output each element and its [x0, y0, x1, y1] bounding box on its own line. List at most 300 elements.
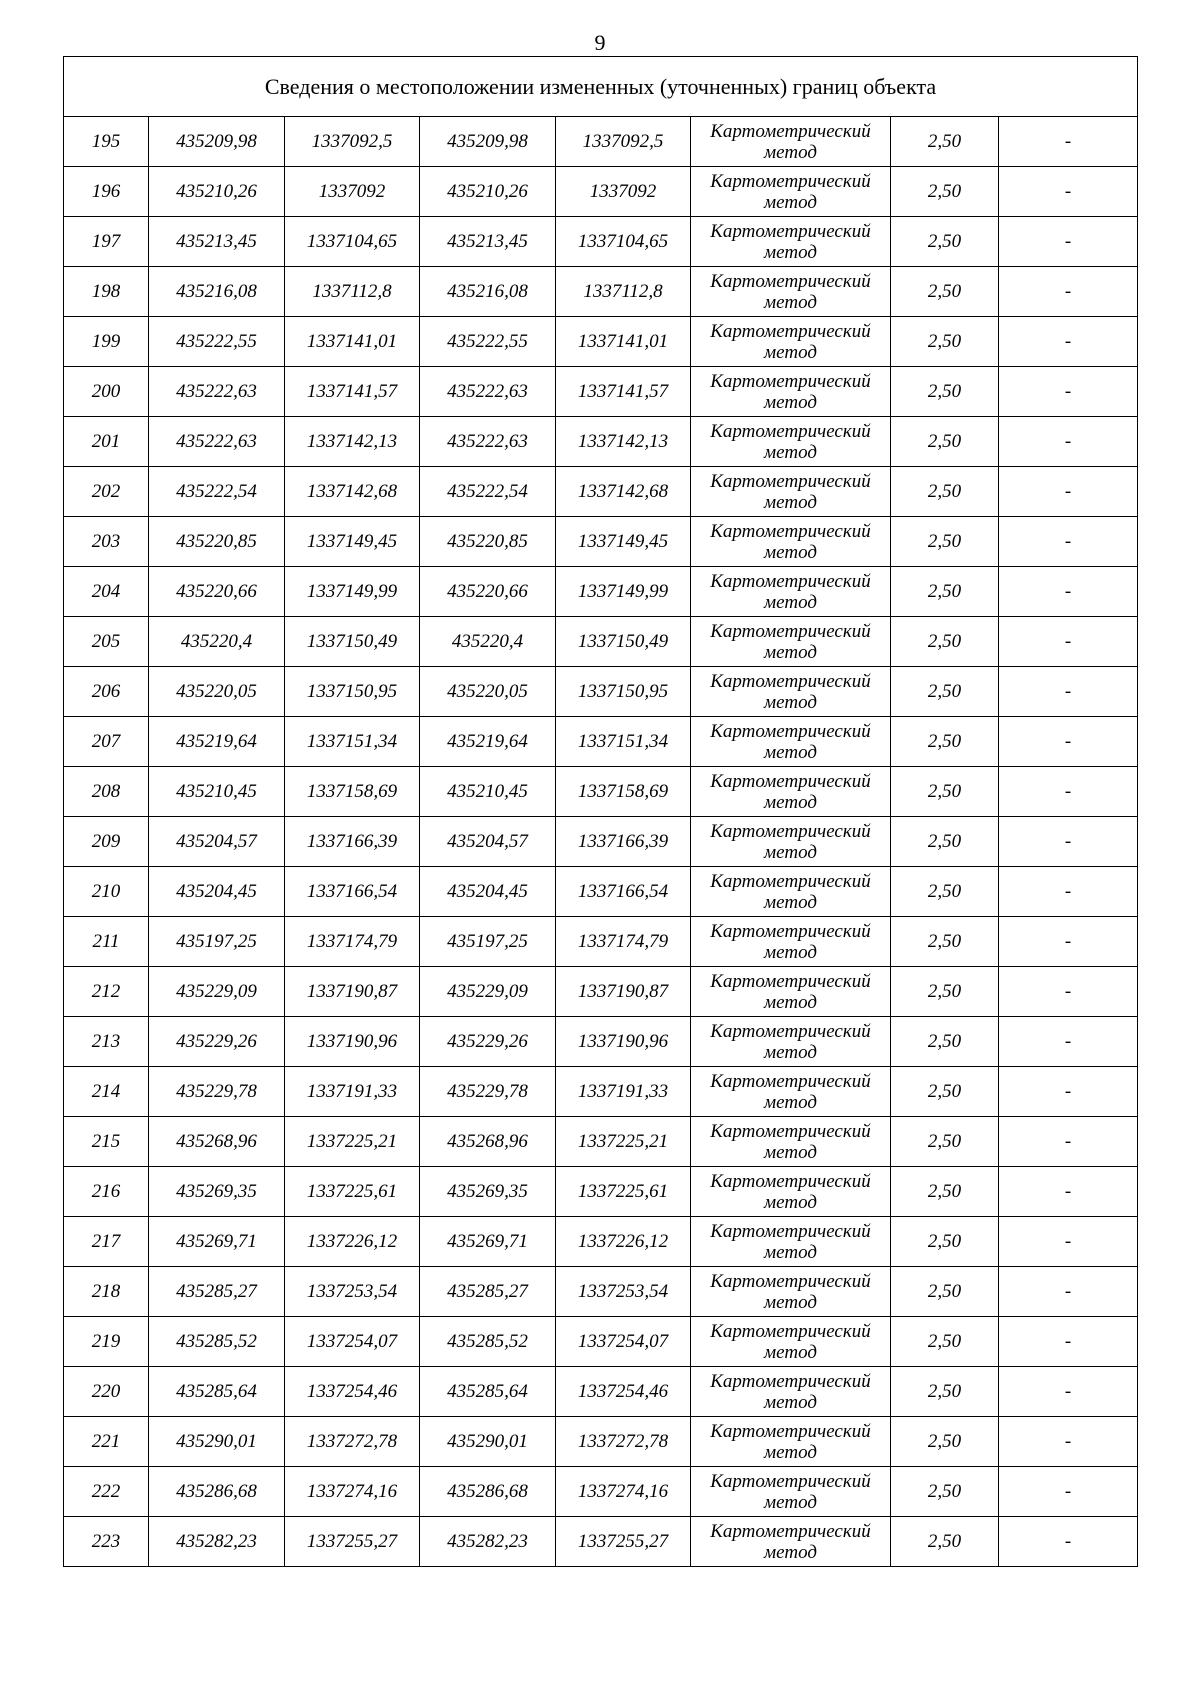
method-line-2: метод: [764, 441, 817, 463]
method-line-2: метод: [764, 241, 817, 263]
existing-x-cell: 435222,63: [149, 417, 285, 467]
note-cell: -: [999, 667, 1138, 717]
existing-x-cell: 435222,54: [149, 467, 285, 517]
method-line-2: метод: [764, 641, 817, 663]
note-cell: -: [999, 1267, 1138, 1317]
existing-y-cell: 1337226,12: [285, 1217, 420, 1267]
refined-y-cell: 1337150,49: [556, 617, 691, 667]
refined-y-cell: 1337254,46: [556, 1367, 691, 1417]
existing-y-cell: 1337141,01: [285, 317, 420, 367]
refined-y-cell: 1337190,87: [556, 967, 691, 1017]
refined-y-cell: 1337226,12: [556, 1217, 691, 1267]
method-cell: [691, 1367, 891, 1417]
existing-x-cell: 435282,23: [149, 1517, 285, 1567]
method-line-1: Картометрический: [710, 470, 871, 492]
existing-y-cell: 1337190,87: [285, 967, 420, 1017]
method-line-2: метод: [764, 391, 817, 413]
existing-x-cell: 435209,98: [149, 117, 285, 167]
point-number-cell: 202: [64, 467, 149, 517]
method-line-1: Картометрический: [710, 170, 871, 192]
note-cell: -: [999, 367, 1138, 417]
table-row: [64, 417, 1138, 467]
method-line-2: метод: [764, 491, 817, 513]
note-cell: -: [999, 1467, 1138, 1517]
note-cell: -: [999, 717, 1138, 767]
existing-x-cell: 435285,27: [149, 1267, 285, 1317]
refined-x-cell: 435229,09: [420, 967, 556, 1017]
refined-x-cell: 435269,35: [420, 1167, 556, 1217]
refined-x-cell: 435269,71: [420, 1217, 556, 1267]
method-line-1: Картометрический: [710, 1170, 871, 1192]
method-line-2: метод: [764, 1041, 817, 1063]
existing-y-cell: 1337149,45: [285, 517, 420, 567]
existing-y-cell: 1337141,57: [285, 367, 420, 417]
point-number-cell: 211: [64, 917, 149, 967]
method-line-2: метод: [764, 291, 817, 313]
accuracy-cell: 2,50: [891, 1367, 999, 1417]
refined-x-cell: 435220,4: [420, 617, 556, 667]
refined-y-cell: 1337141,57: [556, 367, 691, 417]
method-cell: [691, 167, 891, 217]
refined-x-cell: 435216,08: [420, 267, 556, 317]
method-line-1: Картометрический: [710, 270, 871, 292]
method-line-1: Картометрический: [710, 120, 871, 142]
table-row: [64, 1467, 1138, 1517]
table-row: [64, 1367, 1138, 1417]
method-cell: [691, 817, 891, 867]
method-cell: [691, 767, 891, 817]
existing-x-cell: 435204,45: [149, 867, 285, 917]
method-line-1: Картометрический: [710, 720, 871, 742]
accuracy-cell: 2,50: [891, 1117, 999, 1167]
accuracy-cell: 2,50: [891, 1067, 999, 1117]
refined-x-cell: 435222,54: [420, 467, 556, 517]
existing-x-cell: 435220,66: [149, 567, 285, 617]
accuracy-cell: 2,50: [891, 867, 999, 917]
accuracy-cell: 2,50: [891, 367, 999, 417]
table-row: [64, 467, 1138, 517]
refined-y-cell: 1337141,01: [556, 317, 691, 367]
existing-y-cell: 1337150,95: [285, 667, 420, 717]
point-number-cell: 221: [64, 1417, 149, 1467]
refined-y-cell: 1337151,34: [556, 717, 691, 767]
accuracy-cell: 2,50: [891, 117, 999, 167]
accuracy-cell: 2,50: [891, 1017, 999, 1067]
point-number-cell: 197: [64, 217, 149, 267]
refined-x-cell: 435220,05: [420, 667, 556, 717]
existing-x-cell: 435219,64: [149, 717, 285, 767]
point-number-cell: 200: [64, 367, 149, 417]
note-cell: -: [999, 217, 1138, 267]
refined-x-cell: 435286,68: [420, 1467, 556, 1517]
point-number-cell: 206: [64, 667, 149, 717]
accuracy-cell: 2,50: [891, 467, 999, 517]
refined-y-cell: 1337112,8: [556, 267, 691, 317]
existing-x-cell: 435220,85: [149, 517, 285, 567]
table-row: [64, 1417, 1138, 1467]
refined-x-cell: 435220,85: [420, 517, 556, 567]
refined-x-cell: 435285,52: [420, 1317, 556, 1367]
method-line-1: Картометрический: [710, 1220, 871, 1242]
method-cell: [691, 1067, 891, 1117]
existing-y-cell: 1337151,34: [285, 717, 420, 767]
method-line-1: Картометрический: [710, 670, 871, 692]
existing-y-cell: 1337142,68: [285, 467, 420, 517]
method-line-1: Картометрический: [710, 1020, 871, 1042]
point-number-cell: 216: [64, 1167, 149, 1217]
method-line-1: Картометрический: [710, 320, 871, 342]
method-cell: [691, 467, 891, 517]
method-line-1: Картометрический: [710, 1270, 871, 1292]
refined-x-cell: 435282,23: [420, 1517, 556, 1567]
method-cell: [691, 1467, 891, 1517]
point-number-cell: 217: [64, 1217, 149, 1267]
refined-x-cell: 435285,64: [420, 1367, 556, 1417]
method-cell: [691, 1517, 891, 1567]
accuracy-cell: 2,50: [891, 917, 999, 967]
method-line-2: метод: [764, 141, 817, 163]
refined-x-cell: 435220,66: [420, 567, 556, 617]
refined-x-cell: 435213,45: [420, 217, 556, 267]
note-cell: -: [999, 1417, 1138, 1467]
note-cell: -: [999, 417, 1138, 467]
method-cell: [691, 1217, 891, 1267]
method-line-2: метод: [764, 1191, 817, 1213]
method-cell: [691, 417, 891, 467]
refined-y-cell: 1337274,16: [556, 1467, 691, 1517]
method-line-1: Картометрический: [710, 970, 871, 992]
refined-y-cell: 1337092: [556, 167, 691, 217]
method-line-2: метод: [764, 941, 817, 963]
method-line-1: Картометрический: [710, 570, 871, 592]
accuracy-cell: 2,50: [891, 1417, 999, 1467]
method-line-2: метод: [764, 1091, 817, 1113]
refined-y-cell: 1337272,78: [556, 1417, 691, 1467]
point-number-cell: 198: [64, 267, 149, 317]
point-number-cell: 201: [64, 417, 149, 467]
refined-y-cell: 1337191,33: [556, 1067, 691, 1117]
table-body: [64, 117, 1138, 1567]
accuracy-cell: 2,50: [891, 817, 999, 867]
refined-y-cell: 1337174,79: [556, 917, 691, 967]
method-line-1: Картометрический: [710, 1520, 871, 1542]
method-line-2: метод: [764, 1441, 817, 1463]
table-row: [64, 1167, 1138, 1217]
existing-x-cell: 435290,01: [149, 1417, 285, 1467]
refined-y-cell: 1337149,99: [556, 567, 691, 617]
refined-y-cell: 1337166,54: [556, 867, 691, 917]
refined-x-cell: 435268,96: [420, 1117, 556, 1167]
method-line-1: Картометрический: [710, 1320, 871, 1342]
accuracy-cell: 2,50: [891, 417, 999, 467]
table-row: [64, 117, 1138, 167]
note-cell: -: [999, 517, 1138, 567]
existing-x-cell: 435285,52: [149, 1317, 285, 1367]
table-row: [64, 567, 1138, 617]
existing-y-cell: 1337272,78: [285, 1417, 420, 1467]
table-row: [64, 967, 1138, 1017]
method-line-1: Картометрический: [710, 1370, 871, 1392]
note-cell: -: [999, 167, 1138, 217]
existing-x-cell: 435229,26: [149, 1017, 285, 1067]
method-cell: [691, 967, 891, 1017]
existing-y-cell: 1337190,96: [285, 1017, 420, 1067]
point-number-cell: 199: [64, 317, 149, 367]
point-number-cell: 212: [64, 967, 149, 1017]
method-cell: [691, 1267, 891, 1317]
accuracy-cell: 2,50: [891, 1467, 999, 1517]
accuracy-cell: 2,50: [891, 267, 999, 317]
method-line-2: метод: [764, 891, 817, 913]
existing-y-cell: 1337150,49: [285, 617, 420, 667]
accuracy-cell: 2,50: [891, 1217, 999, 1267]
table-title-row: [64, 57, 1138, 117]
refined-y-cell: 1337142,13: [556, 417, 691, 467]
existing-y-cell: 1337225,21: [285, 1117, 420, 1167]
table-row: [64, 1267, 1138, 1317]
method-line-2: метод: [764, 341, 817, 363]
method-line-1: Картометрический: [710, 770, 871, 792]
method-line-1: Картометрический: [710, 1470, 871, 1492]
refined-x-cell: 435222,63: [420, 367, 556, 417]
refined-x-cell: 435229,78: [420, 1067, 556, 1117]
table-row: [64, 667, 1138, 717]
table-row: [64, 1017, 1138, 1067]
accuracy-cell: 2,50: [891, 1167, 999, 1217]
table-row: [64, 867, 1138, 917]
method-cell: [691, 367, 891, 417]
existing-x-cell: 435210,45: [149, 767, 285, 817]
method-line-1: Картометрический: [710, 520, 871, 542]
existing-y-cell: 1337112,8: [285, 267, 420, 317]
note-cell: -: [999, 617, 1138, 667]
existing-y-cell: 1337274,16: [285, 1467, 420, 1517]
existing-y-cell: 1337225,61: [285, 1167, 420, 1217]
existing-x-cell: 435220,4: [149, 617, 285, 667]
method-line-2: метод: [764, 691, 817, 713]
refined-x-cell: 435285,27: [420, 1267, 556, 1317]
point-number-cell: 207: [64, 717, 149, 767]
existing-x-cell: 435229,78: [149, 1067, 285, 1117]
point-number-cell: 214: [64, 1067, 149, 1117]
accuracy-cell: 2,50: [891, 517, 999, 567]
refined-y-cell: 1337092,5: [556, 117, 691, 167]
accuracy-cell: 2,50: [891, 967, 999, 1017]
method-line-1: Картометрический: [710, 1420, 871, 1442]
point-number-cell: 210: [64, 867, 149, 917]
table-row: [64, 717, 1138, 767]
refined-y-cell: 1337225,61: [556, 1167, 691, 1217]
accuracy-cell: 2,50: [891, 617, 999, 667]
method-line-1: Картометрический: [710, 1120, 871, 1142]
method-cell: [691, 1167, 891, 1217]
method-line-2: метод: [764, 1241, 817, 1263]
method-line-2: метод: [764, 541, 817, 563]
table-row: [64, 167, 1138, 217]
existing-x-cell: 435269,71: [149, 1217, 285, 1267]
refined-x-cell: 435290,01: [420, 1417, 556, 1467]
table-row: [64, 1067, 1138, 1117]
method-cell: [691, 917, 891, 967]
note-cell: -: [999, 467, 1138, 517]
method-cell: [691, 717, 891, 767]
point-number-cell: 218: [64, 1267, 149, 1317]
refined-y-cell: 1337104,65: [556, 217, 691, 267]
existing-x-cell: 435222,63: [149, 367, 285, 417]
existing-y-cell: 1337254,46: [285, 1367, 420, 1417]
refined-x-cell: 435222,55: [420, 317, 556, 367]
accuracy-cell: 2,50: [891, 167, 999, 217]
page-number: 9: [594, 30, 606, 55]
table-row: [64, 1117, 1138, 1167]
existing-y-cell: 1337166,39: [285, 817, 420, 867]
table-row: [64, 1517, 1138, 1567]
note-cell: -: [999, 1167, 1138, 1217]
accuracy-cell: 2,50: [891, 717, 999, 767]
existing-y-cell: 1337092: [285, 167, 420, 217]
table-row: [64, 217, 1138, 267]
note-cell: -: [999, 317, 1138, 367]
method-line-2: метод: [764, 1491, 817, 1513]
point-number-cell: 219: [64, 1317, 149, 1367]
note-cell: -: [999, 1217, 1138, 1267]
method-line-2: метод: [764, 1391, 817, 1413]
existing-x-cell: 435285,64: [149, 1367, 285, 1417]
accuracy-cell: 2,50: [891, 567, 999, 617]
existing-x-cell: 435210,26: [149, 167, 285, 217]
refined-y-cell: 1337142,68: [556, 467, 691, 517]
method-line-2: метод: [764, 1291, 817, 1313]
existing-x-cell: 435269,35: [149, 1167, 285, 1217]
table-row: [64, 617, 1138, 667]
note-cell: -: [999, 917, 1138, 967]
point-number-cell: 205: [64, 617, 149, 667]
method-cell: [691, 317, 891, 367]
method-line-2: метод: [764, 591, 817, 613]
refined-x-cell: 435197,25: [420, 917, 556, 967]
existing-x-cell: 435229,09: [149, 967, 285, 1017]
point-number-cell: 196: [64, 167, 149, 217]
method-cell: [691, 1417, 891, 1467]
accuracy-cell: 2,50: [891, 317, 999, 367]
existing-y-cell: 1337191,33: [285, 1067, 420, 1117]
refined-y-cell: 1337166,39: [556, 817, 691, 867]
note-cell: -: [999, 1017, 1138, 1067]
method-line-2: метод: [764, 191, 817, 213]
existing-y-cell: 1337104,65: [285, 217, 420, 267]
existing-y-cell: 1337158,69: [285, 767, 420, 817]
point-number-cell: 220: [64, 1367, 149, 1417]
accuracy-cell: 2,50: [891, 1317, 999, 1367]
table-row: [64, 1317, 1138, 1367]
table-row: [64, 767, 1138, 817]
method-line-1: Картометрический: [710, 370, 871, 392]
refined-y-cell: 1337150,95: [556, 667, 691, 717]
note-cell: -: [999, 1117, 1138, 1167]
point-number-cell: 204: [64, 567, 149, 617]
point-number-cell: 213: [64, 1017, 149, 1067]
existing-x-cell: 435204,57: [149, 817, 285, 867]
note-cell: -: [999, 567, 1138, 617]
refined-x-cell: 435209,98: [420, 117, 556, 167]
existing-y-cell: 1337253,54: [285, 1267, 420, 1317]
existing-x-cell: 435286,68: [149, 1467, 285, 1517]
point-number-cell: 215: [64, 1117, 149, 1167]
refined-x-cell: 435204,45: [420, 867, 556, 917]
method-cell: [691, 117, 891, 167]
method-line-1: Картометрический: [710, 820, 871, 842]
method-line-2: метод: [764, 741, 817, 763]
refined-y-cell: 1337254,07: [556, 1317, 691, 1367]
method-line-2: метод: [764, 1541, 817, 1563]
method-line-1: Картометрический: [710, 870, 871, 892]
note-cell: -: [999, 867, 1138, 917]
existing-x-cell: 435216,08: [149, 267, 285, 317]
method-cell: [691, 1317, 891, 1367]
method-line-1: Картометрический: [710, 620, 871, 642]
existing-y-cell: 1337092,5: [285, 117, 420, 167]
method-cell: [691, 1117, 891, 1167]
note-cell: -: [999, 1517, 1138, 1567]
note-cell: -: [999, 767, 1138, 817]
method-cell: [691, 1017, 891, 1067]
method-line-2: метод: [764, 991, 817, 1013]
existing-x-cell: 435213,45: [149, 217, 285, 267]
note-cell: -: [999, 117, 1138, 167]
method-cell: [691, 667, 891, 717]
note-cell: -: [999, 1317, 1138, 1367]
method-line-1: Картометрический: [710, 1070, 871, 1092]
refined-y-cell: 1337253,54: [556, 1267, 691, 1317]
existing-y-cell: 1337255,27: [285, 1517, 420, 1567]
existing-y-cell: 1337166,54: [285, 867, 420, 917]
existing-x-cell: 435268,96: [149, 1117, 285, 1167]
existing-y-cell: 1337254,07: [285, 1317, 420, 1367]
method-cell: [691, 267, 891, 317]
existing-y-cell: 1337174,79: [285, 917, 420, 967]
method-cell: [691, 617, 891, 667]
existing-x-cell: 435197,25: [149, 917, 285, 967]
note-cell: -: [999, 267, 1138, 317]
refined-y-cell: 1337158,69: [556, 767, 691, 817]
method-cell: [691, 567, 891, 617]
refined-x-cell: 435204,57: [420, 817, 556, 867]
accuracy-cell: 2,50: [891, 667, 999, 717]
refined-x-cell: 435219,64: [420, 717, 556, 767]
refined-y-cell: 1337225,21: [556, 1117, 691, 1167]
note-cell: -: [999, 967, 1138, 1017]
accuracy-cell: 2,50: [891, 1267, 999, 1317]
method-line-1: Картометрический: [710, 220, 871, 242]
method-line-2: метод: [764, 1341, 817, 1363]
existing-y-cell: 1337142,13: [285, 417, 420, 467]
method-line-1: Картометрический: [710, 420, 871, 442]
method-line-2: метод: [764, 1141, 817, 1163]
note-cell: -: [999, 1067, 1138, 1117]
refined-x-cell: 435210,45: [420, 767, 556, 817]
point-number-cell: 195: [64, 117, 149, 167]
table-row: [64, 917, 1138, 967]
refined-x-cell: 435210,26: [420, 167, 556, 217]
accuracy-cell: 2,50: [891, 767, 999, 817]
existing-x-cell: 435220,05: [149, 667, 285, 717]
refined-y-cell: 1337190,96: [556, 1017, 691, 1067]
point-number-cell: 222: [64, 1467, 149, 1517]
method-cell: [691, 867, 891, 917]
point-number-cell: 223: [64, 1517, 149, 1567]
note-cell: -: [999, 1367, 1138, 1417]
note-cell: -: [999, 817, 1138, 867]
